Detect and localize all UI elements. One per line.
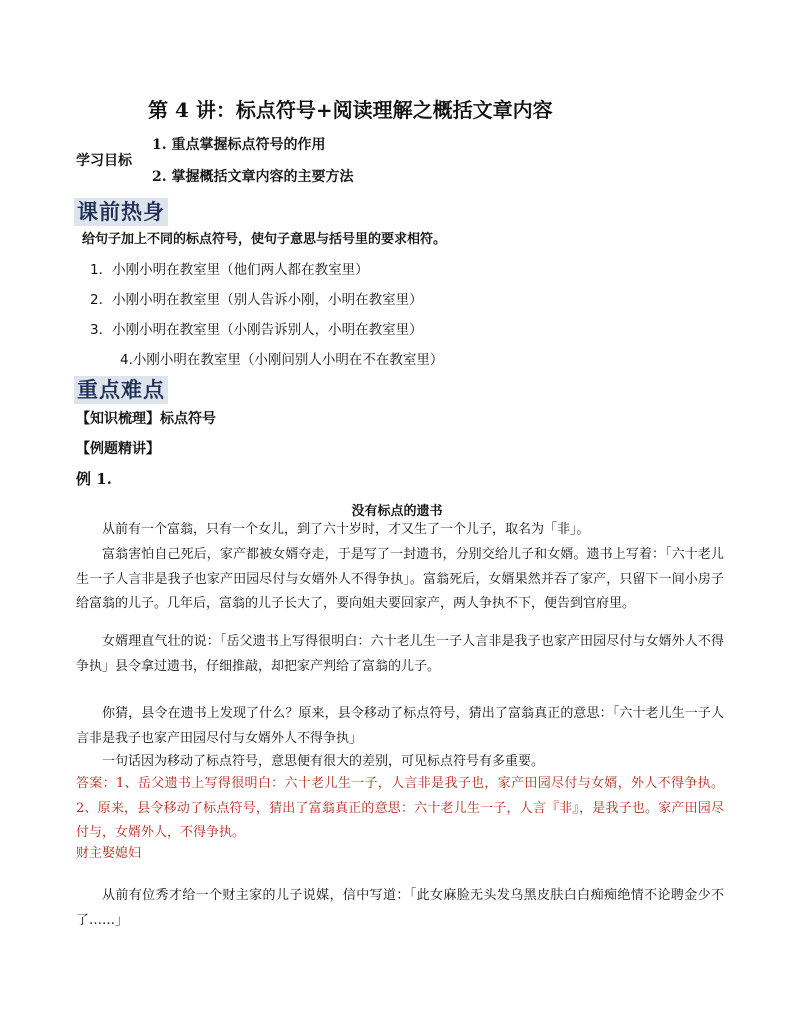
answer-text: 答案：1、岳父遗书上写得很明白：六十老儿生一子，人言非是我子也，家产田园尽付与女婿，外人不得争执。2、原来，县令移动了标点符号，猜出了富翁真正的意思：六十老儿生一子，人言『非』，是我子也。家产田园尽付与，女婿外人，不得争执。 xyxy=(76,776,724,840)
exercise-item: 2．小刚小明在教室里（别人告诉小刚，小明在教室里） xyxy=(90,292,423,308)
goal-item: 2. 掌握概括文章内容的主要方法 xyxy=(152,169,354,185)
second-story-paragraph: 从前有位秀才给一个财主家的儿子说媒，信中写道：「此女麻脸无头发乌黑皮肤白白痴痴绝情不论聘金少不了……」 xyxy=(76,888,724,928)
exercise-item: 4.小刚小明在教室里（小刚问别人小明在不在教室里） xyxy=(120,352,444,368)
goals-label: 学习目标 xyxy=(76,153,132,169)
knowledge-label: 【知识梳理】标点符号 xyxy=(76,411,216,427)
page-title: 第 4 讲：标点符号+阅读理解之概括文章内容 xyxy=(148,98,553,122)
example-label: 【例题精讲】 xyxy=(76,441,160,457)
passage-paragraph: 你猜，县令在遗书上发现了什么？原来，县令移动了标点符号，猜出了富翁真正的意思：「六十老儿生一子人言非是我子也家产田园尽付与女婿外人不得争执」 xyxy=(76,706,724,746)
passage-paragraph: 一句话因为移动了标点符号，意思便有很大的差别，可见标点符号有多重要。 xyxy=(102,754,545,769)
section-heading-warmup: 课前热身 xyxy=(74,198,168,226)
warmup-instruction: 给句子加上不同的标点符号，使句子意思与括号里的要求相符。 xyxy=(82,232,447,247)
passage-paragraph: 女婿理直气壮的说：「岳父遗书上写得很明白：六十老儿生一子人言非是我子也家产田园尽付与女婿外人不得争执」县令拿过遗书，仔细推敲，却把家产判给了富翁的儿子。 xyxy=(76,634,724,674)
section-heading-key-points: 重点难点 xyxy=(74,376,168,404)
passage-paragraph: 富翁害怕自己死后，家产都被女婿夺走，于是写了一封遗书，分别交给儿子和女婿。遗书上写着：「六十老儿生一子人言非是我子也家产田园尽付与女婿外人不得争执」。富翁死后，女婿果然并吞了家产，只留下一间小房子给富翁的儿子。几年后，富翁的儿子长大了，要向姐夫要回家产，两人争执不下，便告到官府里。 xyxy=(76,547,724,611)
passage-title: 没有标点的遗书 xyxy=(351,504,443,519)
exercise-item: 3．小刚小明在教室里（小刚告诉别人，小明在教室里） xyxy=(90,322,423,338)
exercise-item: 1．小刚小明在教室里（他们两人都在教室里） xyxy=(90,262,369,278)
passage-paragraph: 从前有一个富翁，只有一个女儿，到了六十岁时，才又生了一个儿子，取名为「非」。 xyxy=(102,522,590,537)
goal-item: 1. 重点掌握标点符号的作用 xyxy=(152,137,326,153)
example-number: 例 1. xyxy=(76,470,112,488)
second-story-title: 财主娶媳妇 xyxy=(76,846,142,861)
